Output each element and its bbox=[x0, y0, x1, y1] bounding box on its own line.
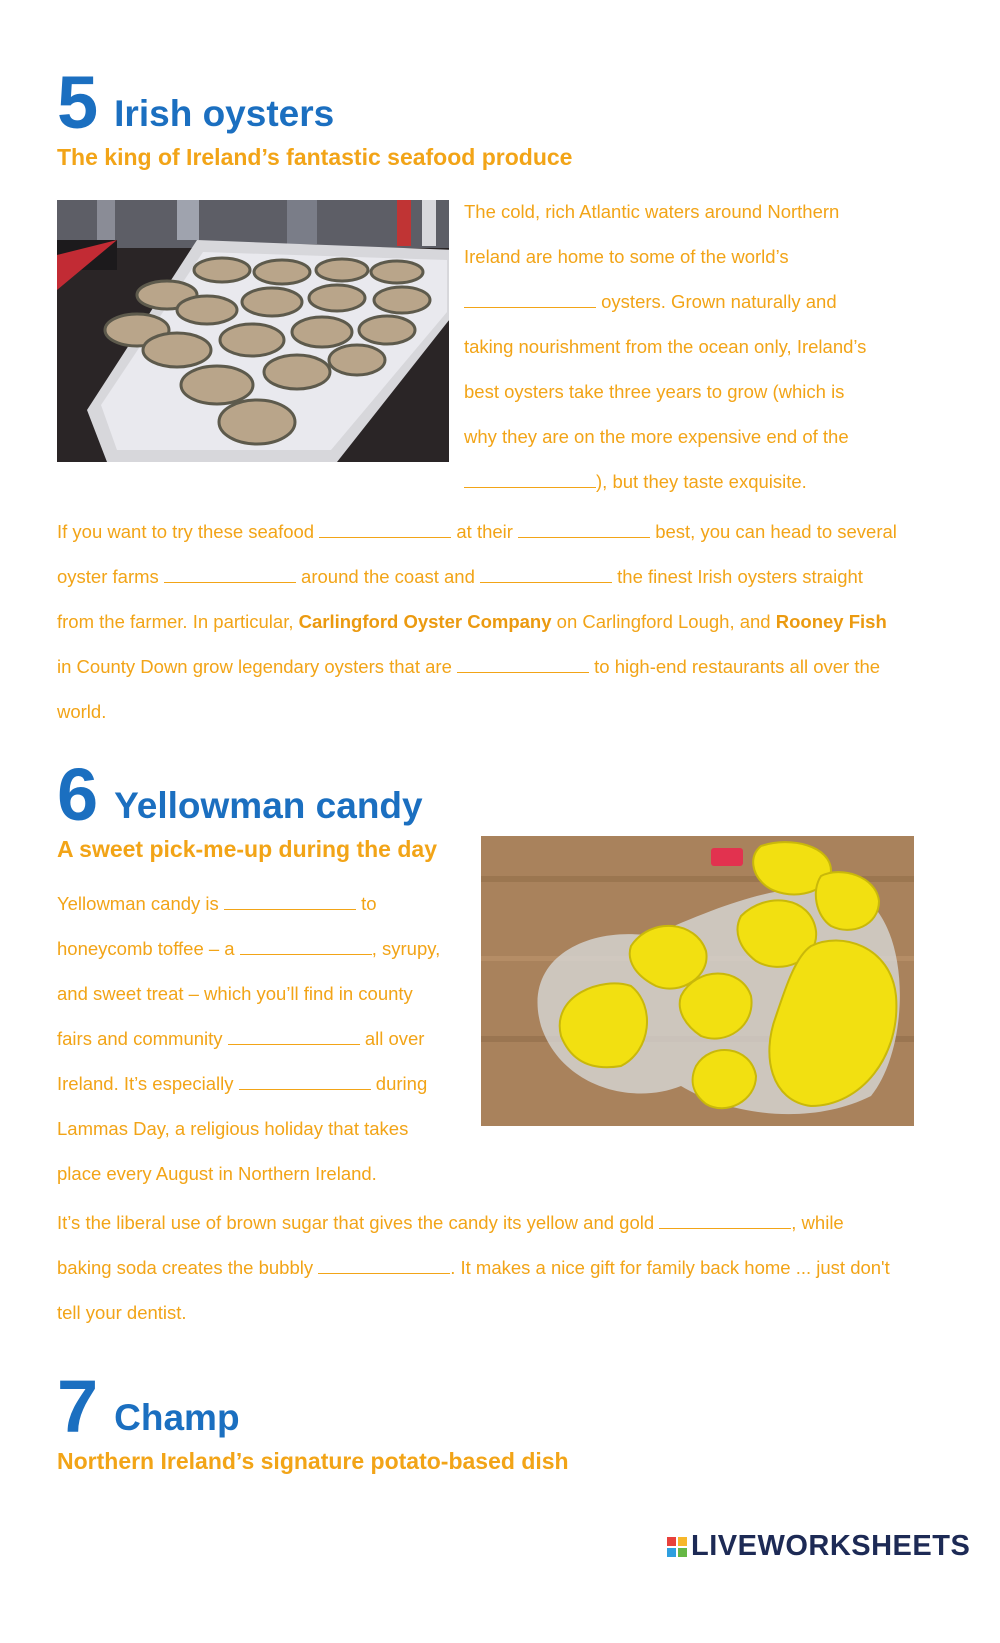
candy-photo bbox=[481, 836, 914, 1126]
fill-blank[interactable] bbox=[518, 521, 650, 538]
section-title: Irish oysters bbox=[114, 93, 335, 134]
oysters-photo bbox=[57, 200, 449, 462]
fill-blank[interactable] bbox=[239, 1073, 371, 1090]
text-line: why they are on the more expensive end of the bbox=[464, 426, 849, 447]
fill-blank[interactable] bbox=[464, 471, 596, 488]
fill-blank[interactable] bbox=[480, 566, 612, 583]
fill-blank[interactable] bbox=[240, 938, 372, 955]
company-name: Rooney Fish bbox=[775, 611, 887, 632]
oysters-paragraph: If you want to try these seafood at their best, you can head to several oyster farms around the coast and the finest Irish oysters straight from the farmer. In particular, Carlingford Oyster Company on Carlingford Lough, and Rooney Fish in County Down grow legendary oysters that are to high-end restaurants all over the world. bbox=[57, 521, 897, 722]
company-name: Carlingford Oyster Company bbox=[298, 611, 552, 632]
fill-blank[interactable] bbox=[164, 566, 296, 583]
fill-blank[interactable] bbox=[659, 1212, 791, 1229]
section-number: 7 bbox=[57, 1365, 99, 1448]
text-line: ), but they taste exquisite. bbox=[464, 459, 904, 504]
text-line: best oysters take three years to grow (which is bbox=[464, 381, 845, 402]
text-line: Yellowman candy is to bbox=[57, 893, 377, 914]
section-7-heading bbox=[57, 1365, 240, 1448]
logo-icon bbox=[667, 1537, 687, 1557]
fill-blank[interactable] bbox=[318, 1257, 450, 1274]
section-5-heading bbox=[57, 61, 335, 144]
candy-side-text bbox=[57, 881, 477, 1196]
text-line: Ireland are home to some of the world’s bbox=[464, 246, 789, 267]
text-line: Ireland. It’s especially during bbox=[57, 1073, 428, 1094]
fill-blank[interactable] bbox=[464, 291, 596, 308]
section-number: 5 bbox=[57, 61, 99, 144]
section-number: 6 bbox=[57, 753, 99, 836]
section-subtitle: The king of Ireland’s fantastic seafood produce bbox=[57, 144, 573, 170]
oysters-side-text bbox=[464, 189, 904, 504]
section-title: Champ bbox=[114, 1397, 240, 1438]
section-subtitle: Northern Ireland’s signature potato-based dish bbox=[57, 1448, 569, 1474]
section-subtitle: A sweet pick-me-up during the day bbox=[57, 836, 437, 862]
section-6-heading bbox=[57, 753, 423, 836]
fill-blank[interactable] bbox=[228, 1028, 360, 1045]
fill-blank[interactable] bbox=[224, 893, 356, 910]
text-line: fairs and community all over bbox=[57, 1028, 425, 1049]
text-line: place every August in Northern Ireland. bbox=[57, 1163, 377, 1184]
fill-blank[interactable] bbox=[457, 656, 589, 673]
text-line: Lammas Day, a religious holiday that takes bbox=[57, 1118, 409, 1139]
fill-blank[interactable] bbox=[319, 521, 451, 538]
text-line: oysters. Grown naturally and bbox=[464, 279, 904, 324]
candy-paragraph: It’s the liberal use of brown sugar that gives the candy its yellow and gold , while baking soda creates the bubbly . It makes a nice gift for family back home ... just don't tell your dentist. bbox=[57, 1212, 890, 1323]
text-line: The cold, rich Atlantic waters around Northern bbox=[464, 201, 840, 222]
section-title: Yellowman candy bbox=[114, 785, 423, 826]
logo-text: LIVEWORKSHEETS bbox=[691, 1530, 971, 1562]
text-line: honeycomb toffee – a , syrupy, bbox=[57, 938, 441, 959]
text-line: and sweet treat – which you’ll find in county bbox=[57, 983, 413, 1004]
liveworksheets-logo[interactable] bbox=[667, 1530, 970, 1563]
text-line: taking nourishment from the ocean only, Ireland’s bbox=[464, 336, 867, 357]
